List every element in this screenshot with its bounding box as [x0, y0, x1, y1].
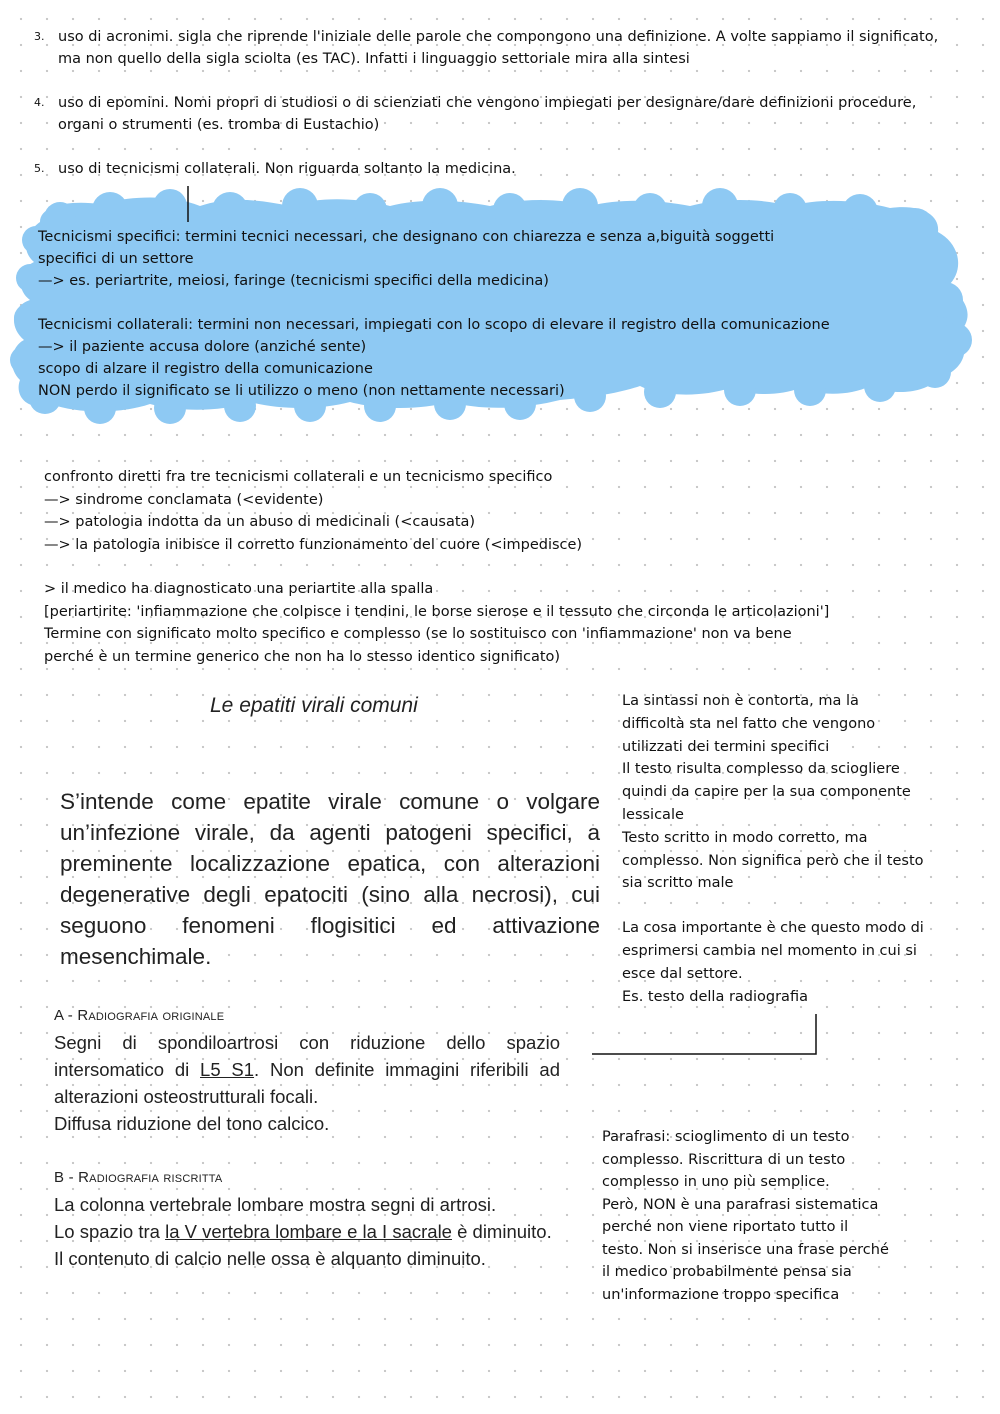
confronto-line: perché è un termine generico che non ha lo stesso identico significato)	[44, 648, 561, 665]
highlight-line: Tecnicismi specifici: termini tecnici necessari, che designano con chiarezza e senza a,biguità soggetti	[38, 229, 775, 245]
highlight-line: specifici di un settore	[38, 251, 194, 267]
confronto-line: Termine con significato molto specifico e complesso (se lo sostituisco con 'infiammazione' non va bene	[44, 626, 792, 642]
highlight-line: —> es. periartrite, meiosi, faringe (tecnicismi specifici della medicina)	[38, 273, 549, 289]
radiografia-text: Lo spazio tra la V vertebra lombare e la I sacrale è diminuito.	[54, 1221, 552, 1242]
confronto-line: > il medico ha diagnosticato una periartite alla spalla	[44, 581, 434, 597]
confronto-line: [periartirite: 'infiammazione che colpisce i tendini, le borse sierose e il tessuto che circonda le articolazioni']	[44, 603, 830, 620]
list-item	[34, 92, 964, 136]
connector-line	[588, 1010, 828, 1060]
highlight-line	[38, 292, 948, 314]
highlight-line: Tecnicismi collaterali: termini non necessari, impiegati con lo scopo di elevare il registro della comunicazione	[38, 317, 830, 333]
underlined-term: la V vertebra lombare e la I sacrale	[165, 1221, 452, 1242]
radiografia-text: Diffusa riduzione del tono calcico.	[54, 1113, 330, 1134]
article-paragraph: S’intende come epatite virale comune o volgare un’infezione virale, da agenti patogeni specifici, a preminente localizzazione epatica, con alterazioni degenerative degli epatociti (sino alla necrosi), cui seguono fenomeni flogisitici ed attivazione mesenchimale.	[60, 789, 600, 969]
confronto-notes	[44, 466, 974, 668]
confronto-line: —> la patologia inibisce il corretto funzionamento del cuore (<impedisce)	[44, 536, 583, 553]
list-item	[34, 158, 964, 180]
confronto-line: —> patologia indotta da un abuso di medicinali (<causata)	[44, 514, 476, 530]
list-number: 5.	[34, 162, 45, 175]
list-text: uso di tecnicismi collaterali. Non riguarda soltanto la medicina.	[58, 161, 516, 177]
radiografia-riscritta	[54, 1164, 560, 1272]
numbered-list	[34, 26, 964, 180]
list-number: 4.	[34, 96, 45, 109]
side-note-parafrasi: Parafrasi: scioglimento di un testo complesso. Riscrittura di un testo complesso in uno più semplice. Però, NON è una parafrasi sistematica perché non viene riportato tutto il testo. Non si inserisce una frase perché il medico probabilmente pensa sia un'informazione troppo specifica	[602, 1129, 889, 1303]
highlighted-notes	[38, 226, 948, 402]
radiografia-originale	[54, 1002, 560, 1137]
radiografia-text: La colonna vertebrale lombare mostra segni di artrosi.	[54, 1194, 497, 1215]
list-text: uso di acronimi. sigla che riprende l'iniziale delle parole che compongono una definizione. A volte sappiamo il significato, ma non quello della sigla sciolta (es TAC). Infatti i linguaggio settoriale mira alla sintesi	[58, 29, 939, 67]
radiografia-text: Segni di spondiloartrosi con riduzione dello spazio intersomatico di L5 S1. Non definite immagini riferibili ad alterazioni osteostrutturali focali.	[54, 1032, 560, 1107]
list-number: 3.	[34, 30, 45, 43]
side-note-sintassi: La sintassi non è contorta, ma la difficoltà sta nel fatto che vengono utilizzati dei termini specifici Il testo risulta complesso da sciogliere quindi da capire per la sua componente lessicale Testo scritto in modo corretto, ma complesso. Non significa però che il testo sia scritto male La cosa importante è che questo modo di esprimersi cambia nel momento in cui si esce dal settore. Es. testo della radiografia	[622, 693, 924, 1005]
highlight-line: —> il paziente accusa dolore (anziché sente)	[38, 339, 367, 355]
underlined-term: L5 S1	[200, 1059, 255, 1080]
article-title: Le epatiti virali comuni	[210, 694, 418, 717]
section-heading: B - Radiografia riscritta	[54, 1169, 223, 1186]
confronto-line: confronto diretti fra tre tecnicismi collaterali e un tecnicismo specifico	[44, 469, 553, 485]
radiografia-text: Il contenuto di calcio nelle ossa è alquanto diminuito.	[54, 1248, 486, 1269]
list-item	[34, 26, 964, 70]
confronto-line	[44, 556, 974, 578]
highlight-line: scopo di alzare il registro della comunicazione	[38, 361, 373, 377]
section-heading: A - Radiografia originale	[54, 1007, 225, 1024]
list-text: uso di epomini. Nomi propri di studiosi o di scienziati che vengono impiegati per designare/dare definizioni procedure, organi o strumenti (es. tromba di Eustachio)	[58, 95, 917, 133]
confronto-line: —> sindrome conclamata (<evidente)	[44, 491, 324, 508]
highlight-line: NON perdo il significato se li utilizzo o meno (non nettamente necessari)	[38, 383, 565, 399]
